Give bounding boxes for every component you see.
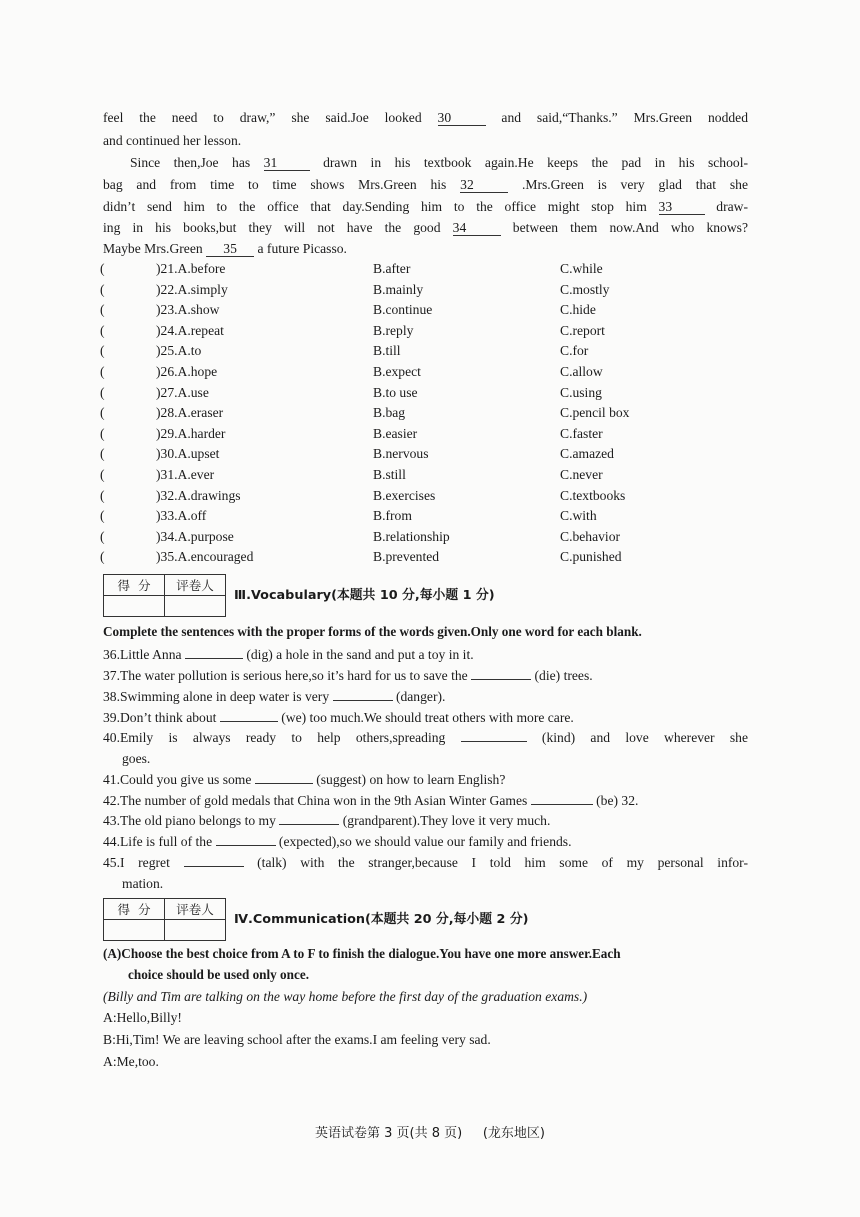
option-a: )29.A.harder — [156, 425, 226, 441]
answer-paren[interactable]: ( — [100, 528, 105, 544]
dialogue-scene: (Billy and Tim are talking on the way home before the first day of the graduation exams.) — [103, 989, 588, 1004]
option-b: B.from — [373, 508, 412, 524]
question-38 — [103, 687, 748, 707]
passage-line-7 — [103, 239, 748, 259]
option-b: B.bag — [373, 405, 406, 421]
text: (grandparent).They love it very much. — [342, 813, 551, 828]
communication-instruction-1: (A)Choose the best choice from A to F to finish the dialogue.You have one more answer.Each — [103, 946, 621, 961]
blank-32: 32 — [460, 177, 508, 193]
blank-31: 31 — [264, 155, 310, 171]
option-b: B.mainly — [373, 281, 424, 297]
answer-paren[interactable]: ( — [100, 322, 105, 338]
text: 41.Could you give us some — [103, 772, 252, 787]
text: 38.Swimming alone in deep water is very — [103, 689, 330, 704]
answer-blank-37[interactable] — [471, 679, 531, 680]
page-footer — [0, 1122, 860, 1141]
answer-paren[interactable]: ( — [100, 467, 105, 482]
option-c: C.report — [560, 322, 605, 338]
option-a: )28.A.eraser — [156, 405, 224, 421]
score-cell[interactable] — [104, 596, 165, 617]
option-b: B.after — [373, 261, 411, 276]
passage-line-2: and continued her lesson. — [103, 133, 242, 148]
question-36 — [103, 645, 748, 665]
answer-blank-45[interactable] — [184, 866, 244, 867]
option-a: )33.A.off — [156, 508, 207, 524]
text: 37.The water pollution is serious here,so it’s hard for us to save the — [103, 668, 468, 683]
text: 40.Emily is always ready to help others,spreading — [103, 730, 446, 745]
answer-blank-39[interactable] — [220, 721, 278, 722]
text: and said,“Thanks.” Mrs.Green nodded — [501, 110, 748, 125]
option-a: )26.A.hope — [156, 364, 218, 379]
blank-30: 30 — [438, 110, 486, 126]
option-c: C.behavior — [560, 528, 621, 544]
option-b: B.still — [373, 467, 406, 482]
answer-blank-40[interactable] — [461, 741, 527, 742]
text: 44.Life is full of the — [103, 834, 213, 849]
answer-blank-44[interactable] — [216, 845, 276, 846]
communication-section-title: Ⅳ.Communication(本题共 20 分,每小题 2 分) — [234, 912, 529, 927]
option-b: B.easier — [373, 425, 418, 441]
option-a: )27.A.use — [156, 384, 209, 400]
answer-paren[interactable]: ( — [100, 405, 105, 421]
answer-paren[interactable]: ( — [100, 384, 105, 400]
option-c: C.punished — [560, 549, 622, 565]
text: (talk) with the stranger,because I told him some of my personal infor- — [257, 855, 748, 870]
passage-line-1 — [103, 108, 748, 128]
option-a: )23.A.show — [156, 302, 220, 318]
option-a: )21.A.before — [156, 261, 226, 276]
option-c: C.hide — [560, 302, 596, 318]
text: a future Picasso. — [257, 241, 347, 256]
text: .Mrs.Green is very glad that she — [521, 177, 749, 192]
answer-blank-38[interactable] — [333, 700, 393, 701]
passage-line-3 — [130, 153, 748, 173]
score-box-communication — [103, 898, 226, 941]
question-40-cont: goes. — [122, 751, 151, 766]
text: draw- — [716, 199, 748, 214]
question-37 — [103, 666, 748, 686]
answer-paren[interactable]: ( — [100, 261, 105, 276]
grader-label: 评卷人 — [165, 575, 226, 596]
option-b: B.nervous — [373, 446, 429, 462]
grader-label: 评卷人 — [165, 899, 226, 920]
region-label: (龙东地区) — [482, 1126, 546, 1141]
answer-blank-42[interactable] — [531, 804, 593, 805]
answer-blank-36[interactable] — [185, 658, 243, 659]
text: ing in his books,but they will not have the good — [103, 220, 441, 235]
communication-instruction-2: choice should be used only once. — [128, 967, 309, 982]
option-c: C.while — [560, 261, 603, 276]
question-40 — [103, 728, 748, 748]
option-b: B.continue — [373, 302, 433, 318]
text: (danger). — [395, 689, 446, 704]
passage-line-4 — [103, 175, 748, 195]
option-b: B.expect — [373, 364, 421, 379]
dialogue-line-1: A:Hello,Billy! — [103, 1010, 182, 1025]
text: (expected),so we should value our family and friends. — [278, 834, 572, 849]
answer-paren[interactable]: ( — [100, 364, 105, 379]
question-39 — [103, 708, 748, 728]
text: (dig) a hole in the sand and put a toy in it. — [246, 647, 474, 662]
option-c: C.allow — [560, 364, 603, 379]
text: (suggest) on how to learn English? — [316, 772, 506, 787]
option-b: B.exercises — [373, 487, 436, 503]
option-a: )31.A.ever — [156, 467, 215, 482]
question-45-cont: mation. — [122, 876, 164, 891]
score-box-vocabulary — [103, 574, 226, 617]
blank-34: 34 — [453, 220, 501, 236]
answer-paren[interactable]: ( — [100, 446, 105, 462]
question-42 — [103, 791, 748, 811]
option-c: C.faster — [560, 425, 603, 441]
vocabulary-instruction: Complete the sentences with the proper forms of the words given.Only one word for each blank. — [103, 624, 642, 639]
option-a: )35.A.encouraged — [156, 549, 254, 565]
grader-cell[interactable] — [165, 596, 226, 617]
text: 39.Don’t think about — [103, 710, 217, 725]
answer-paren[interactable]: ( — [100, 281, 105, 297]
answer-paren[interactable]: ( — [100, 302, 105, 318]
passage-line-6 — [103, 218, 748, 238]
question-45 — [103, 853, 748, 873]
option-b: B.reply — [373, 322, 414, 338]
text: 45.I regret — [103, 855, 170, 870]
vocabulary-section-title: Ⅲ.Vocabulary(本题共 10 分,每小题 1 分) — [234, 588, 495, 603]
blank-35: 35 — [206, 241, 254, 257]
option-a: )30.A.upset — [156, 446, 220, 462]
option-b: B.relationship — [373, 528, 450, 544]
text: Since then,Joe has — [130, 155, 251, 170]
answer-paren[interactable]: ( — [100, 508, 105, 524]
text: 43.The old piano belongs to my — [103, 813, 276, 828]
text: 42.The number of gold medals that China won in the 9th Asian Winter Games — [103, 793, 528, 808]
option-b: B.prevented — [373, 549, 440, 565]
option-c: C.for — [560, 343, 589, 359]
text: between them now.And who knows? — [512, 220, 748, 235]
option-c: C.amazed — [560, 446, 614, 462]
score-cell[interactable] — [104, 920, 165, 941]
passage-line-5 — [103, 197, 748, 217]
option-b: B.till — [373, 343, 401, 359]
score-label: 得 分 — [104, 575, 165, 596]
text: (we) too much.We should treat others with more care. — [281, 710, 574, 725]
option-a: )25.A.to — [156, 343, 202, 359]
option-a: )24.A.repeat — [156, 322, 224, 338]
text: bag and from time to time shows Mrs.Green his — [103, 177, 447, 192]
question-44 — [103, 832, 748, 852]
text: feel the need to draw,” she said.Joe looked — [103, 110, 422, 125]
option-a: )32.A.drawings — [156, 487, 241, 503]
text: (be) 32. — [596, 793, 639, 808]
page-number: 英语试卷第 3 页(共 8 页) — [314, 1126, 463, 1141]
answer-blank-43[interactable] — [279, 824, 339, 825]
question-43 — [103, 811, 748, 831]
text: (die) trees. — [534, 668, 593, 683]
answer-paren[interactable]: ( — [100, 425, 105, 441]
option-c: C.never — [560, 467, 603, 482]
option-c: C.mostly — [560, 281, 610, 297]
score-label: 得 分 — [104, 899, 165, 920]
option-a: )34.A.purpose — [156, 528, 234, 544]
option-b: B.to use — [373, 384, 418, 400]
blank-33: 33 — [659, 199, 705, 215]
text: drawn in his textbook again.He keeps the pad in his school- — [323, 155, 749, 170]
dialogue-line-3: A:Me,too. — [103, 1054, 159, 1069]
answer-blank-41[interactable] — [255, 783, 313, 784]
question-41 — [103, 770, 748, 790]
option-a: )22.A.simply — [156, 281, 228, 297]
answer-paren[interactable]: ( — [100, 549, 105, 565]
text: didn’t send him to the office that day.Sending him to the office might stop him — [103, 199, 647, 214]
option-c: C.using — [560, 384, 602, 400]
text: Maybe Mrs.Green — [103, 241, 203, 256]
answer-paren[interactable]: ( — [100, 487, 105, 503]
grader-cell[interactable] — [165, 920, 226, 941]
text: 36.Little Anna — [103, 647, 182, 662]
option-c: C.textbooks — [560, 487, 626, 503]
answer-paren[interactable]: ( — [100, 343, 105, 359]
text: (kind) and love wherever she — [541, 730, 748, 745]
dialogue-line-2: B:Hi,Tim! We are leaving school after the exams.I am feeling very sad. — [103, 1032, 491, 1047]
option-c: C.pencil box — [560, 405, 630, 421]
option-c: C.with — [560, 508, 597, 524]
